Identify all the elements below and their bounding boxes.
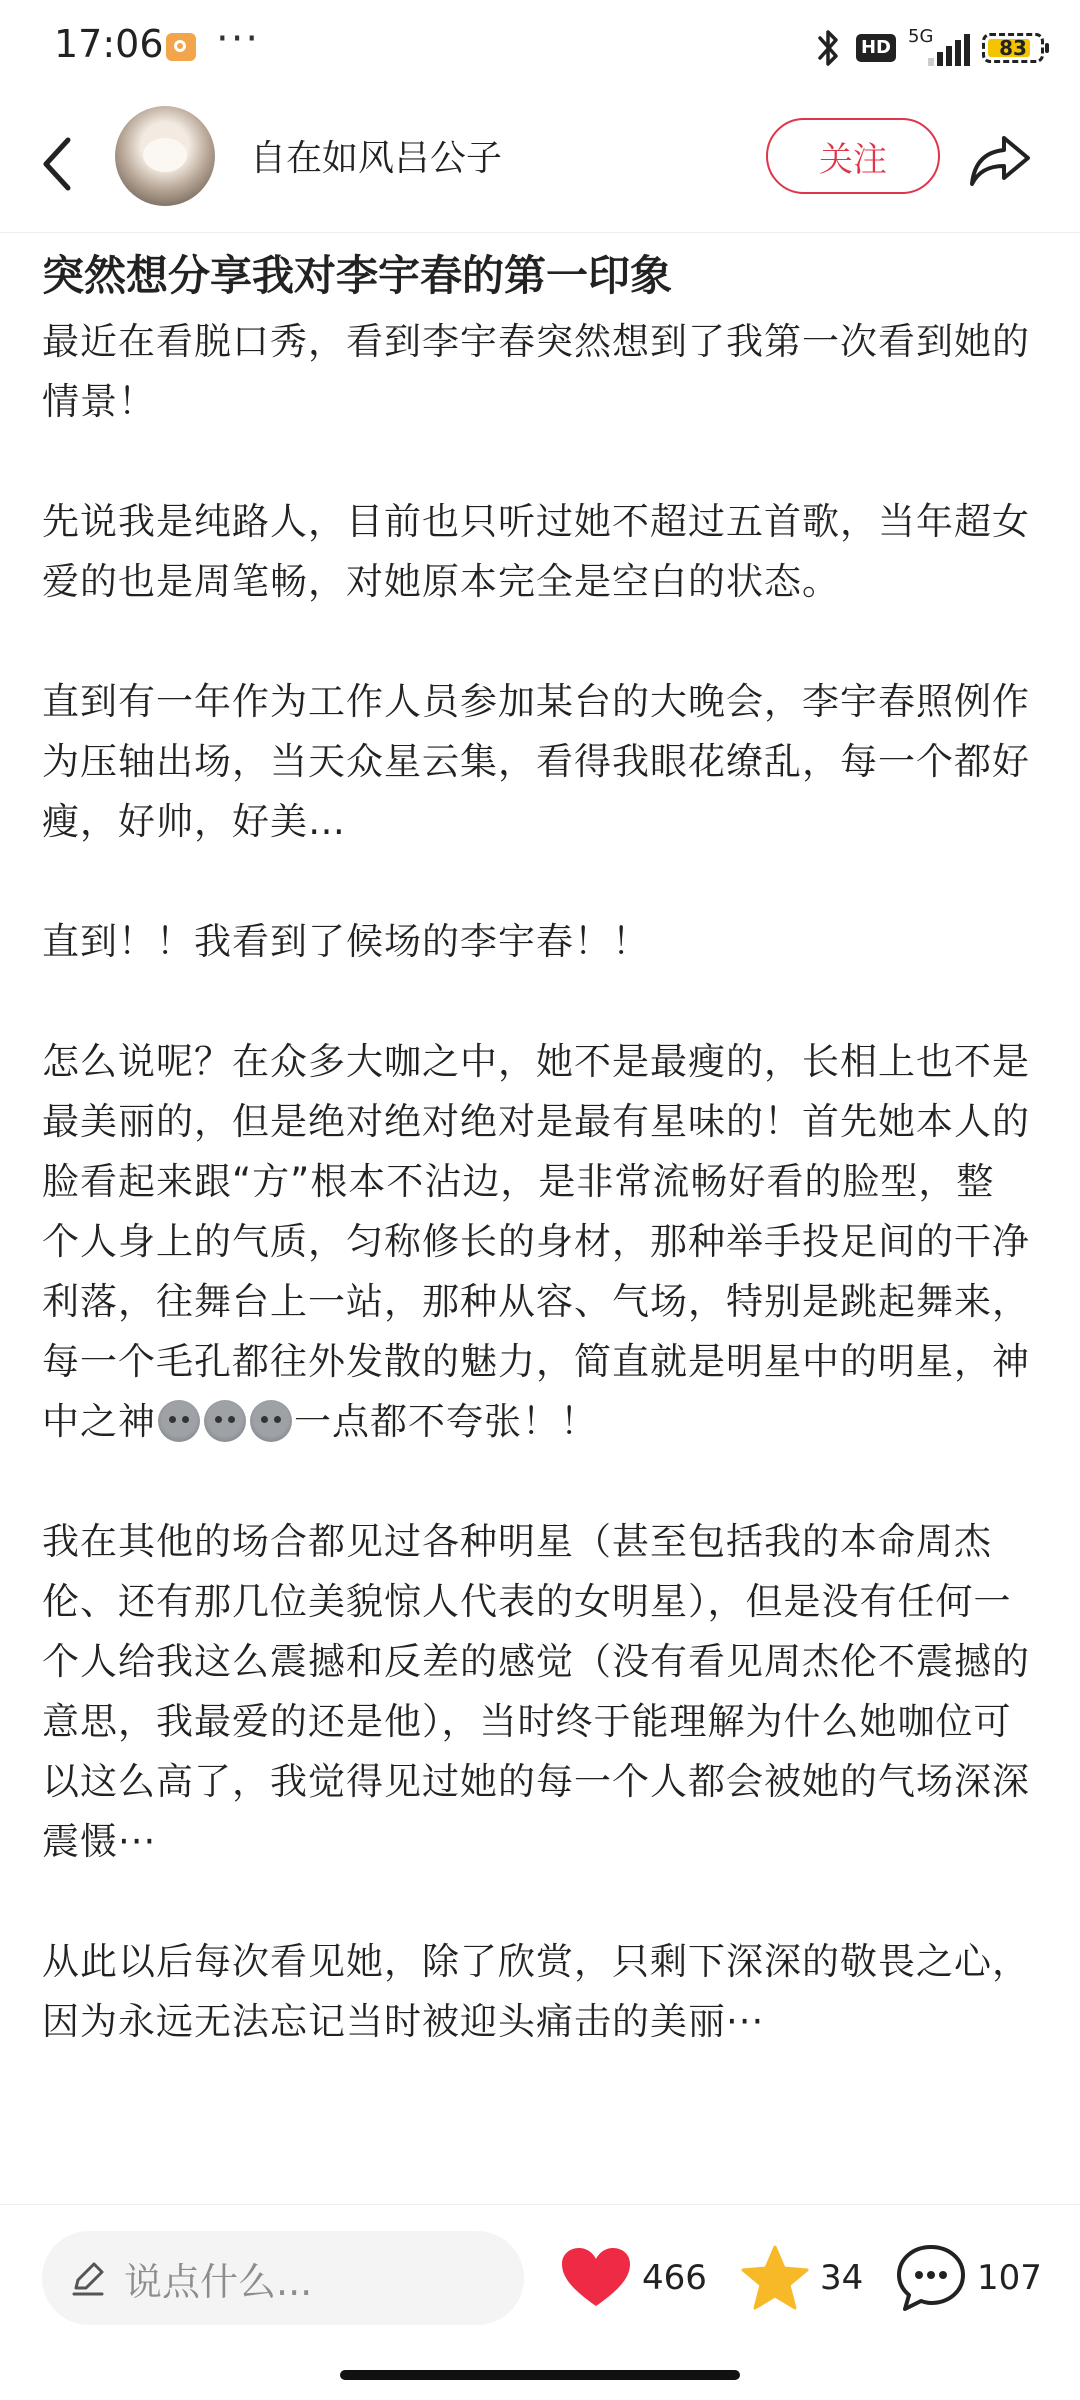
- post-paragraph: 先说我是纯路人，目前也只听过她不超过五首歌，当年超女爱的也是周笔畅，对她原本完全是空白的状态。: [42, 500, 1030, 603]
- comment-input[interactable]: [42, 2231, 524, 2325]
- post-paragraph: 最近在看脱口秀，看到李宇春突然想到了我第一次看到她的情景！: [42, 320, 1030, 423]
- signal-icon: [908, 26, 970, 70]
- pencil-icon: [68, 2258, 108, 2298]
- favorite-button[interactable]: [740, 2243, 863, 2313]
- post-content: [42, 240, 1032, 2112]
- status-more-icon: ···: [216, 16, 261, 62]
- battery-level: 83: [999, 36, 1027, 60]
- engagement-bar: [0, 2204, 1080, 2353]
- bluetooth-icon: [812, 26, 844, 70]
- comment-bubble-icon: [895, 2243, 967, 2313]
- author-name[interactable]: 自在如风吕公子: [250, 138, 503, 179]
- hd-badge: HD: [856, 34, 896, 62]
- like-button[interactable]: [560, 2243, 707, 2313]
- silent-face-emoji-icon: [250, 1400, 292, 1442]
- post-paragraph: 直到有一年作为工作人员参加某台的大晚会，李宇春照例作为压轴出场，当天众星云集，看得我眼花缭乱，每一个都好瘦，好帅，好美…: [42, 680, 1030, 843]
- status-bar: [0, 0, 1080, 96]
- like-count: 466: [642, 2258, 707, 2298]
- status-time: 17:06: [54, 22, 164, 66]
- post-paragraph-text: 怎么说呢？在众多大咖之中，她不是最瘦的，长相上也不是最美丽的，但是绝对绝对绝对是最有星味的！首先她本人的脸看起来跟“方”根本不沾边，是非常流畅好看的脸型，整个人身上的气质，匀称修长的身材，那种举手投足间的干净利落，往舞台上一站，那种从容、气场，特别是跳起舞来，每一个毛孔都往外发散的魅力，简直就是明星中的明星，神中之神: [42, 1040, 1030, 1443]
- silent-face-emoji-icon: [158, 1400, 200, 1442]
- comment-placeholder: 说点什么...: [124, 2259, 313, 2304]
- heart-icon: [560, 2246, 632, 2310]
- battery-icon: [982, 33, 1044, 63]
- network-type: 5G: [908, 26, 934, 47]
- silent-face-emoji-icon: [204, 1400, 246, 1442]
- comment-count: 107: [977, 2258, 1042, 2298]
- follow-button[interactable]: 关注: [766, 118, 940, 194]
- back-arrow-icon[interactable]: [30, 128, 86, 200]
- post-paragraph: [42, 1032, 1032, 1452]
- post-title: 突然想分享我对李宇春的第一印象: [42, 251, 673, 300]
- author-avatar[interactable]: [115, 106, 215, 206]
- post-paragraph: 从此以后每次看见她，除了欣赏，只剩下深深的敬畏之心，因为永远无法忘记当时被迎头痛击的美丽···: [42, 1940, 1030, 2043]
- notification-app-icon: [166, 33, 196, 61]
- comment-button[interactable]: [895, 2243, 1042, 2313]
- post-header: [0, 96, 1080, 233]
- post-paragraph: 我在其他的场合都见过各种明星（甚至包括我的本命周杰伦、还有那几位美貌惊人代表的女明星），但是没有任何一个人给我这么震撼和反差的感觉（没有看见周杰伦不震撼的意思，我最爱的还是他），当时终于能理解为什么她咖位可以这么高了，我觉得见过她的每一个人都会被她的气场深深震慑···: [42, 1520, 1030, 1863]
- favorite-count: 34: [820, 2258, 864, 2298]
- post-paragraph-text: 一点都不夸张！！: [294, 1400, 598, 1443]
- post-paragraph: 直到！！我看到了候场的李宇春！！: [42, 920, 650, 963]
- home-indicator[interactable]: [340, 2370, 740, 2380]
- star-icon: [740, 2244, 810, 2312]
- share-arrow-icon[interactable]: [966, 124, 1036, 194]
